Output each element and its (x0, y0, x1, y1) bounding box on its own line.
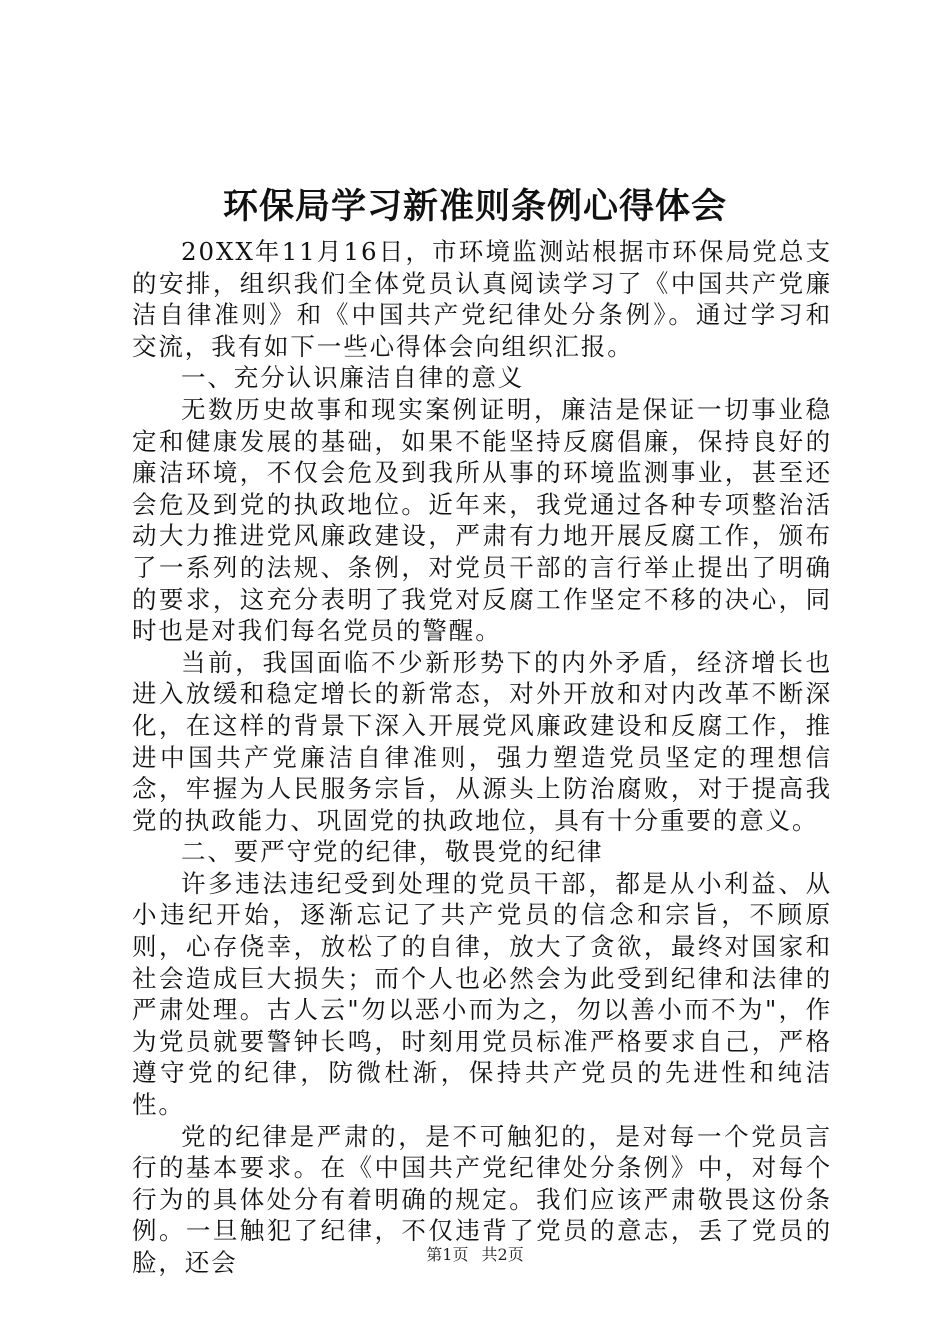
paragraph: 许多违法违纪受到处理的党员干部，都是从小利益、从小违纪开始，逐渐忘记了共产党员的信念和宗旨，不顾原则，心存侥幸，放松了的自律，放大了贪欲，最终对国家和社会造成巨大损失；而个人也必然会为此受到纪律和法律的严肃处理。古人云"勿以恶小而为之，勿以善小而不为"，作为党员就要警钟长鸣，时刻用党员标准严格要求自己，严格遵守党的纪律，防微杜渐，保持共产党员的先进性和纯洁性。 (132, 868, 832, 1120)
paragraph: 党的纪律是严肃的，是不可触犯的，是对每一个党员言行的基本要求。在《中国共产党纪律处分条例》中，对每个行为的具体处分有着明确的规定。我们应该严肃敬畏这份条例。一旦触犯了纪律，不仅违背了党员的意志，丢了党员的脸，还会 (132, 1121, 832, 1277)
section-heading-1: 一、充分认识廉洁自律的意义 (181, 363, 525, 393)
page-total: 共2页 (481, 1245, 524, 1264)
page-number: 第1页 (426, 1245, 469, 1264)
paragraph-intro: 20XX年11月16日，市环境监测站根据市环保局党总支的安排，组织我们全体党员认真阅读学习了《中国共产党廉洁自律准则》和《中国共产党纪律处分条例》。通过学习和交流，我有如下一些心得体会向组织汇报。 (132, 237, 832, 361)
document-body (132, 236, 832, 1279)
paragraph: 当前，我国面临不少新形势下的内外矛盾，经济增长也进入放缓和稳定增长的新常态，对外开放和对内改革不断深化，在这样的背景下深入开展党风廉政建设和反腐工作，推进中国共产党廉洁自律准则，强力塑造党员坚定的理想信念，牢握为人民服务宗旨，从源头上防治腐败，对于提高我党的执政能力、巩固党的执政地位，具有十分重要的意义。 (132, 647, 832, 835)
document-title: 环保局学习新准则条例心得体会 (222, 186, 727, 227)
section-heading-2: 二、要严守党的纪律，敬畏党的纪律 (181, 837, 604, 867)
paragraph: 无数历史故事和现实案例证明，廉洁是保证一切事业稳定和健康发展的基础，如果不能坚持反腐倡廉，保持良好的廉洁环境，不仅会危及到我所从事的环境监测事业，甚至还会危及到党的执政地位。近年来，我党通过各种专项整治活动大力推进党风廉政建设，严肃有力地开展反腐工作，颁布了一系列的法规、条例，对党员干部的言行举止提出了明确的要求，这充分表明了我党对反腐工作坚定不移的决心，同时也是对我们每名党员的警醒。 (132, 394, 832, 646)
page-footer (0, 1244, 950, 1266)
